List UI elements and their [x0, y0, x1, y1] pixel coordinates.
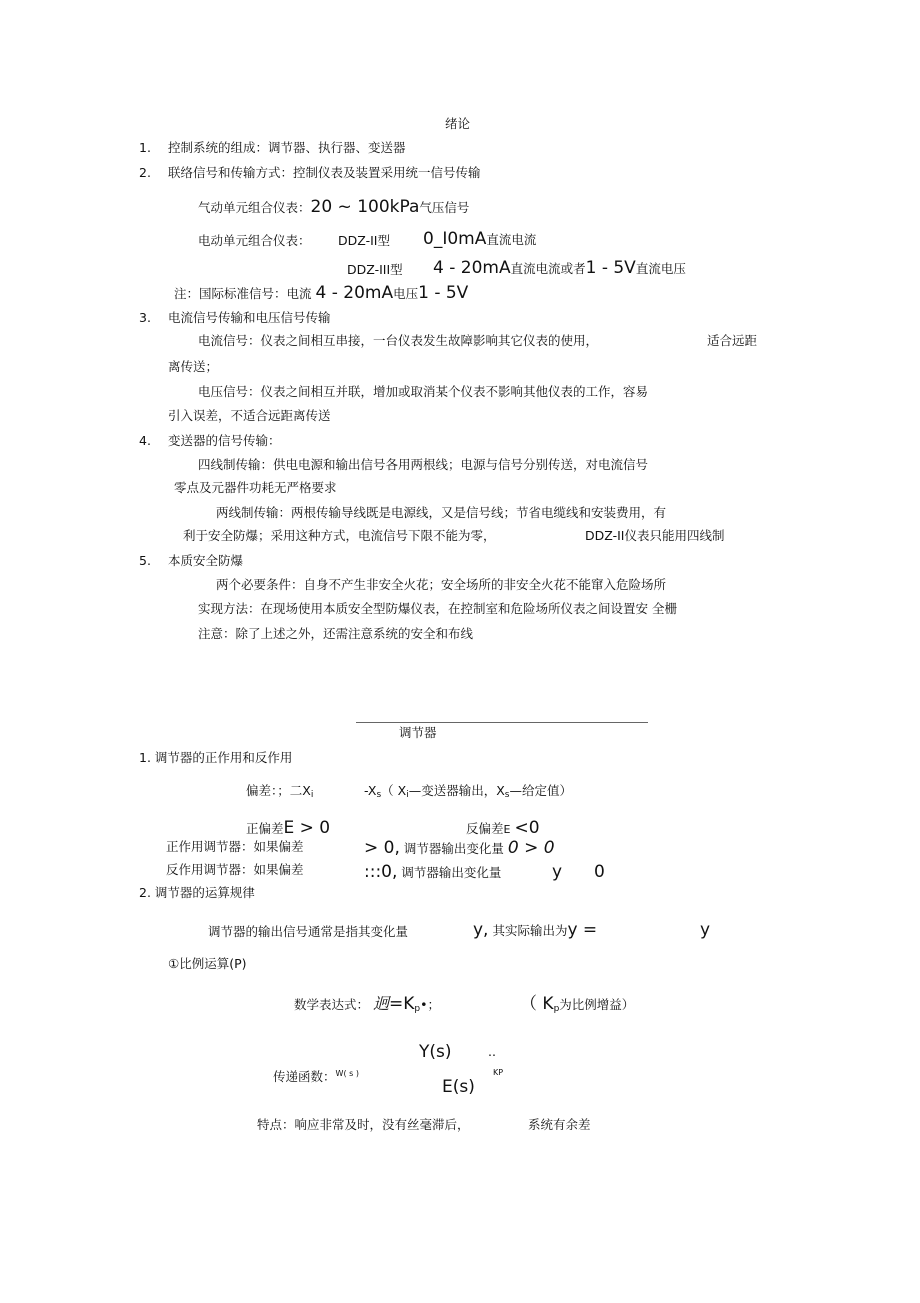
- feature-tail: 系统有余差: [528, 1117, 591, 1132]
- safety-conditions: 两个必要条件：自身不产生非安全火花；安全场所的非安全火花不能窜入危险场所: [216, 577, 667, 592]
- current-signal-tail: 适合远距: [707, 333, 758, 348]
- current-signal-line2: 离传送；: [168, 359, 219, 374]
- item-text: 电流信号传输和电压信号传输: [168, 310, 331, 325]
- positive-deviation: 正偏差E > 0: [246, 818, 331, 838]
- ddz2-unit: 直流电流: [486, 232, 537, 247]
- safety-note: 注意：除了上述之外，还需注意系统的安全和布线: [198, 626, 474, 641]
- section-divider: [356, 722, 648, 723]
- section-heading: 2. 调节器的运算规律: [139, 885, 255, 900]
- tf-kp: KP: [493, 1068, 504, 1077]
- voltage-signal-line2: 引入误差，不适合远距离传送: [168, 408, 331, 423]
- deviation-formula: $-X_s$（ $X_i—$变送器输出，$X_s—$给定值）: [364, 783, 573, 800]
- negative-deviation: 反偏差E <0: [466, 818, 540, 838]
- math-expression: 数学表达式： 迥$=K_p•$；: [294, 994, 441, 1014]
- ddz2-value-row: [423, 231, 536, 248]
- item-number: 1.: [139, 140, 151, 155]
- ddz3-label: DDZ-III型: [347, 262, 403, 277]
- two-wire-line: 两线制传输：两根传输导线既是电源线，又是信号线；节省电缆线和安装费用，有: [216, 505, 667, 520]
- two-wire-line2: 利于安全防爆；采用这种方式，电流信号下限不能为零，: [183, 528, 496, 543]
- ddz3-current: 4 - 20mA: [433, 258, 511, 278]
- feature-text: 特点：响应非常及时，没有丝毫滞后，: [257, 1117, 470, 1132]
- item-text: 变送器的信号传输：: [168, 433, 281, 448]
- pneumatic-value: 20 ~ 100kPa: [310, 197, 420, 217]
- p-heading: ①比例运算(P): [168, 956, 247, 971]
- ddz3-mid: 直流电流或者: [510, 261, 586, 276]
- voltage-signal-line: 电压信号：仪表之间相互并联，增加或取消某个仪表不影响其他仪表的工作，容易: [198, 384, 649, 399]
- forward-action-label: 正作用调节器：如果偏差: [166, 839, 304, 854]
- reverse-y: y: [552, 862, 563, 882]
- item-text: 联络信号和传输方式：控制仪表及装置采用统一信号传输: [168, 165, 481, 180]
- ddz2-label: DDZ-II型: [338, 233, 390, 248]
- current-signal-line: 电流信号：仪表之间相互串接，一台仪表发生故障影响其它仪表的使用，: [198, 333, 599, 348]
- tf-dots: ..: [488, 1044, 496, 1059]
- ddz3-voltage: 1 - 5V: [585, 258, 636, 278]
- item-text: 本质安全防爆: [168, 553, 244, 568]
- tf-label: 传递函数：$^{W( s )}$: [273, 1069, 359, 1084]
- item-text: 控制系统的组成：调节器、执行器、变送器: [168, 140, 406, 155]
- section-heading: 1. 调节器的正作用和反作用: [139, 750, 293, 765]
- ddz3-unit: 直流电压: [635, 261, 686, 276]
- intro-title: 绪论: [445, 116, 471, 131]
- deviation-label: 偏差：；二$X_i$: [246, 783, 314, 800]
- pneumatic-label: 气动单元组合仪表：: [198, 200, 311, 215]
- electric-label: 电动单元组合仪表：: [198, 233, 311, 248]
- note-voltage: 1 - 5V: [418, 283, 469, 303]
- item-number: 5.: [139, 553, 151, 568]
- reverse-action-row: :::0, 调节器输出变化量: [364, 862, 502, 882]
- regulator-title: 调节器: [399, 725, 437, 740]
- ddz3-value-row: [433, 260, 686, 277]
- tf-numerator: Y(s): [419, 1042, 452, 1062]
- pneumatic-unit: 气压信号: [419, 200, 470, 215]
- safety-method: 实现方法：在现场使用本质安全型防爆仪表，在控制室和危险场所仪表之间设置安 全栅: [198, 601, 677, 616]
- four-wire-line: 四线制传输：供电电源和输出信号各用两根线；电源与信号分别传送，对电流信号: [198, 457, 649, 472]
- gain-note: （ $K_p$为比例增益）: [520, 994, 635, 1014]
- two-wire-tail: DDZ-II仪表只能用四线制: [585, 528, 725, 543]
- pneumatic-row: [198, 199, 469, 216]
- item-number: 4.: [139, 433, 151, 448]
- ddz2-value: 0_I0mA: [423, 229, 487, 249]
- standard-note: [174, 285, 468, 302]
- tf-denominator: E(s): [442, 1077, 475, 1097]
- item-number: 2.: [139, 165, 151, 180]
- reverse-action-label: 反作用调节器：如果偏差: [166, 862, 304, 877]
- output-y: y: [700, 920, 711, 940]
- four-wire-line2: 零点及元器件功耗无严格要求: [174, 480, 337, 495]
- forward-action-row: > 0, 调节器输出变化量 0 > 0: [364, 838, 555, 858]
- note-current: 4 - 20mA: [315, 283, 394, 303]
- output-desc-row: y, 其实际输出为y =: [473, 920, 598, 940]
- note-label: 注：国际标准信号：电流: [174, 286, 312, 301]
- note-mid: 电压: [393, 286, 419, 301]
- output-desc: 调节器的输出信号通常是指其变化量: [208, 924, 409, 939]
- reverse-zero: 0: [594, 862, 605, 882]
- item-number: 3.: [139, 310, 151, 325]
